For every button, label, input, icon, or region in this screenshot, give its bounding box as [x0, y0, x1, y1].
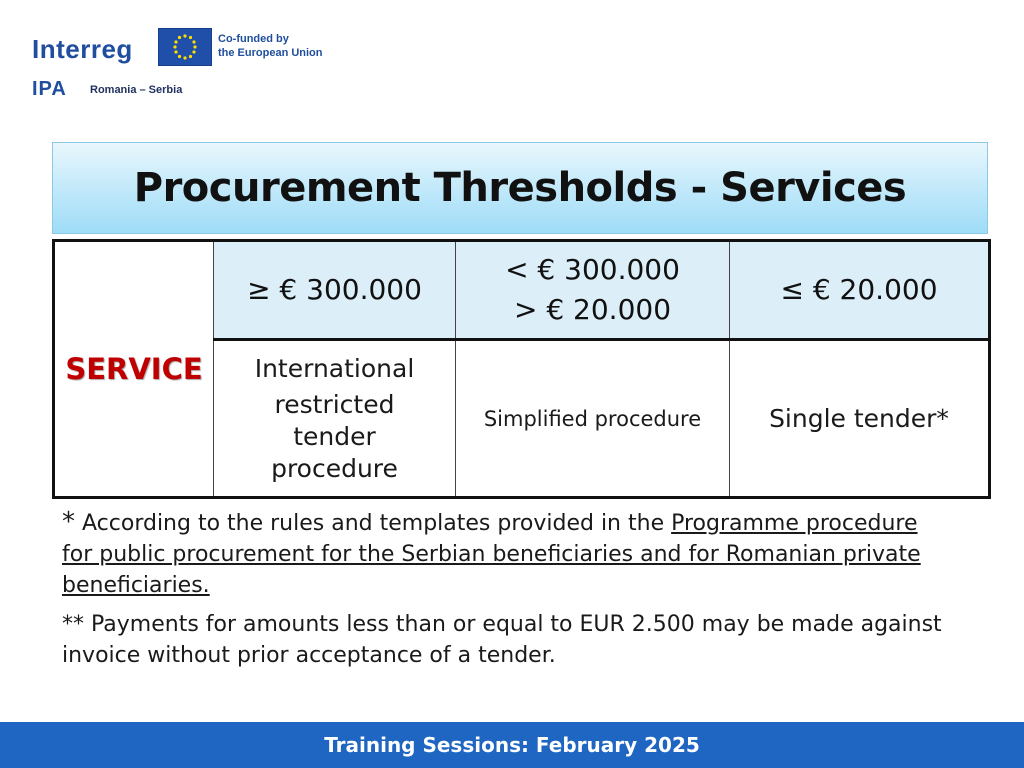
footer-bar: [0, 722, 1024, 768]
cofunded-text: Co-funded by the European Union: [218, 33, 323, 59]
region-label: Romania – Serbia: [90, 84, 183, 96]
interreg-wordmark: Interreg: [32, 34, 133, 64]
service-row-label: SERVICE: [54, 241, 214, 498]
threshold-header: < € 300.000 > € 20.000: [456, 241, 730, 340]
table-header-row: [54, 241, 990, 340]
threshold-header: ≤ € 20.000: [730, 241, 990, 340]
threshold-header: ≥ € 300.000: [214, 241, 456, 340]
footnotes: [62, 507, 942, 679]
procedure-cell: International restricted tender procedure: [214, 340, 456, 498]
eu-flag-icon: [158, 28, 212, 66]
footnote-2: ** Payments for amounts less than or equal to EUR 2.500 may be made against invoice without prior acceptance of a tender.: [62, 612, 942, 668]
title-banner: [52, 142, 988, 234]
thresholds-table: [52, 239, 991, 499]
footer-text: Training Sessions: February 2025: [324, 733, 700, 757]
page-title: Procurement Thresholds - Services: [133, 165, 907, 211]
programme-procedure-link[interactable]: Programme procedure for public procurement for the Serbian beneficiaries and for Romanian private beneficiaries.: [62, 511, 921, 598]
ipa-wordmark: IPA: [32, 78, 67, 100]
procedure-cell: Single tender*: [730, 340, 990, 498]
programme-logo: [32, 28, 332, 100]
footnote-1: * According to the rules and templates provided in the Programme procedure for public procurement for the Serbian beneficiaries and for Romanian private beneficiaries.: [62, 507, 921, 598]
procedure-cell: Simplified procedure: [456, 340, 730, 498]
